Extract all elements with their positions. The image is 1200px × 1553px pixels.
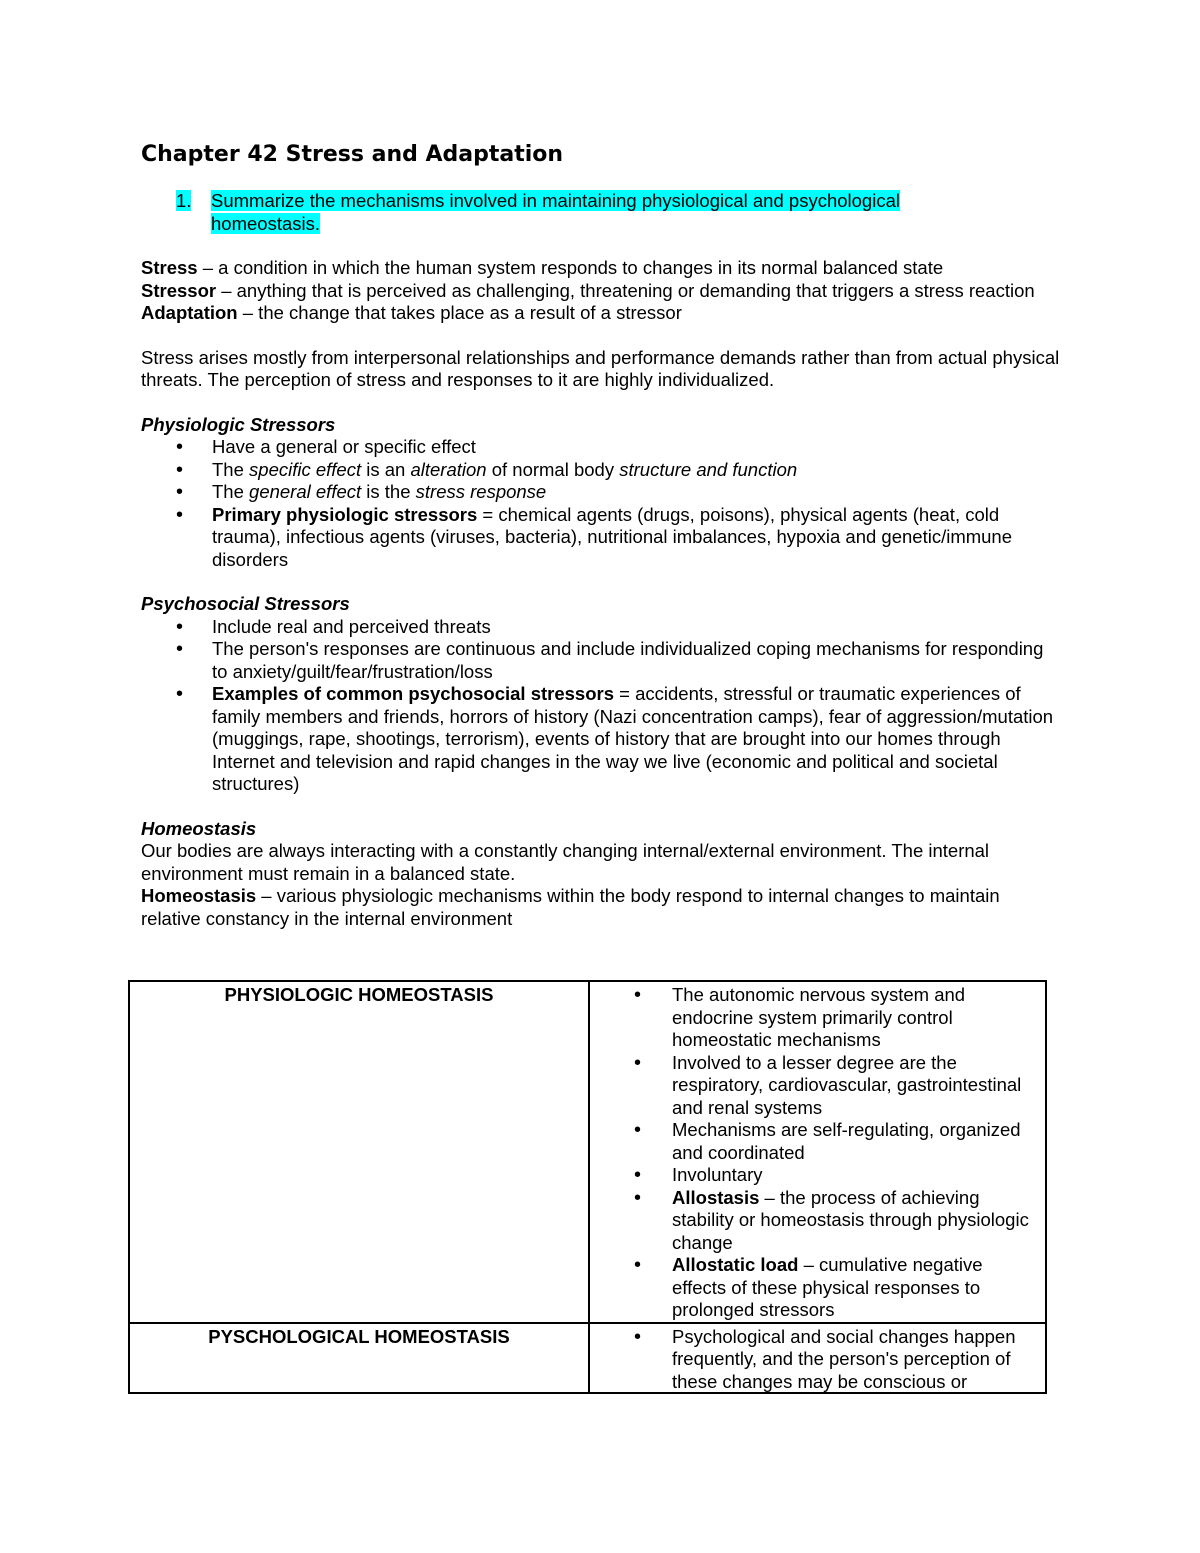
italic-run: alteration <box>410 458 487 480</box>
list-item: • Involuntary <box>596 1164 1039 1187</box>
definition-stressor <box>141 280 1061 303</box>
text-run: = chemical agents (drugs, poisons), physical agents (heat, cold trauma), infectious agents (viruses, bacteria), nutritional imbalances, hypoxia and genetic/immune disorders <box>212 503 1013 570</box>
document-content <box>141 140 1061 930</box>
physiologic-stressors-heading: Physiologic Stressors <box>141 413 336 435</box>
bold-run: Primary physiologic stressors <box>212 503 478 525</box>
list-item: • Have a general or specific effect <box>141 436 1061 459</box>
list-item <box>141 504 1061 572</box>
definition-adaptation-text: – the change that takes place as a result of a stressor <box>237 302 682 323</box>
text-run: – cumulative negative effects of these physical responses to prolonged stressors <box>672 1254 983 1320</box>
text-run: – the process of achieving stability or homeostasis through physiologic change <box>672 1186 1029 1253</box>
objective-number-text: 1. <box>176 190 192 211</box>
italic-run: specific effect <box>249 458 362 480</box>
spacer <box>141 571 1061 593</box>
list-item: • Psychological and social changes happen frequently, and the person's perception of these changes may be conscious or <box>596 1326 1039 1392</box>
bold-run: Allostatic load <box>672 1254 799 1275</box>
homeostasis-heading: Homeostasis <box>141 817 257 839</box>
list-item <box>141 481 1061 504</box>
psychosocial-stressors-heading: Psychosocial Stressors <box>141 593 350 614</box>
italic-run: structure and function <box>619 458 798 480</box>
list-item <box>141 683 1061 796</box>
row-label-physiologic: PHYSIOLOGIC HOMEOSTASIS <box>129 981 589 1323</box>
spacer <box>141 392 1061 414</box>
term-homeostasis: Homeostasis <box>141 885 257 906</box>
bold-run: Allostasis <box>672 1186 760 1208</box>
italic-run: stress response <box>415 481 547 502</box>
definition-homeostasis-text: – various physiologic mechanisms within the body respond to internal changes to maintain relative constancy in the internal environment <box>141 885 1000 929</box>
spacer <box>141 325 1061 347</box>
text-run: The <box>212 481 250 502</box>
definition-stressor-text: – anything that is perceived as challenging, threatening or demanding that triggers a stress reaction <box>216 279 1035 301</box>
list-item: • The autonomic nervous system and endocrine system primarily control homeostatic mechanisms <box>596 984 1039 1052</box>
row-content-psychological <box>589 1323 1046 1393</box>
bold-run: Examples of common psychosocial stressors <box>212 683 615 704</box>
row-label-psychological: PYSCHOLOGICAL HOMEOSTASIS <box>129 1323 589 1393</box>
homeostasis-paragraph: Our bodies are always interacting with a constantly changing internal/external environment. The internal environment must remain in a balanced state. <box>141 840 990 884</box>
text-run: The <box>212 458 250 480</box>
homeostasis-table <box>128 980 1047 1394</box>
psychosocial-stressors-list <box>141 616 1061 796</box>
list-item <box>596 1187 1039 1255</box>
definition-adaptation <box>141 302 1061 325</box>
objective-number <box>141 190 211 235</box>
cell-clip <box>596 1326 1039 1392</box>
list-item: • Involved to a lesser degree are the respiratory, cardiovascular, gastrointestinal and renal systems <box>596 1052 1039 1120</box>
text-run: is the <box>361 481 416 502</box>
row-content-physiologic <box>589 981 1046 1323</box>
table-row <box>129 1323 1046 1393</box>
psychological-homeostasis-list <box>596 1326 1039 1392</box>
objective-text <box>211 190 1011 235</box>
term-stressor: Stressor <box>141 279 217 301</box>
list-item: • The person's responses are continuous and include individualized coping mechanisms for responding to anxiety/guilt/fear/frustration/loss <box>141 638 1061 683</box>
learning-objective <box>141 190 1061 235</box>
table-row <box>129 981 1046 1323</box>
list-item: • Include real and perceived threats <box>141 616 1061 639</box>
objective-line-1: Summarize the mechanisms involved in maintaining physiological and psychological <box>211 190 900 211</box>
term-stress: Stress <box>141 257 198 278</box>
definition-stress-text: – a condition in which the human system responds to changes in its normal balanced state <box>197 257 944 278</box>
term-adaptation: Adaptation <box>141 302 238 323</box>
definition-homeostasis <box>141 885 1061 930</box>
text-run: of normal body <box>486 458 620 480</box>
intro-paragraph: Stress arises mostly from interpersonal relationships and performance demands rather than from actual physical threats. The perception of stress and responses to it are highly individualized. <box>141 346 1060 390</box>
list-item <box>596 1254 1039 1322</box>
list-item: • Mechanisms are self-regulating, organized and coordinated <box>596 1119 1039 1164</box>
text-run: = accidents, stressful or traumatic experiences of family members and friends, horrors of history (Nazi concentration camps), fear of aggression/mutation (muggings, rape, shootings, terrorism), events of history that are brought into our homes through Internet and television and rapid changes in the way we live (economic and political and societal structures) <box>212 683 1054 794</box>
definition-stress <box>141 257 1061 280</box>
list-item <box>141 459 1061 482</box>
objective-line-2: homeostasis. <box>211 212 320 234</box>
spacer <box>141 796 1061 818</box>
text-run: is an <box>361 458 411 480</box>
page-title: Chapter 42 Stress and Adaptation <box>141 142 564 167</box>
physiologic-homeostasis-list <box>596 984 1039 1322</box>
physiologic-stressors-list <box>141 436 1061 571</box>
italic-run: general effect <box>249 481 362 502</box>
